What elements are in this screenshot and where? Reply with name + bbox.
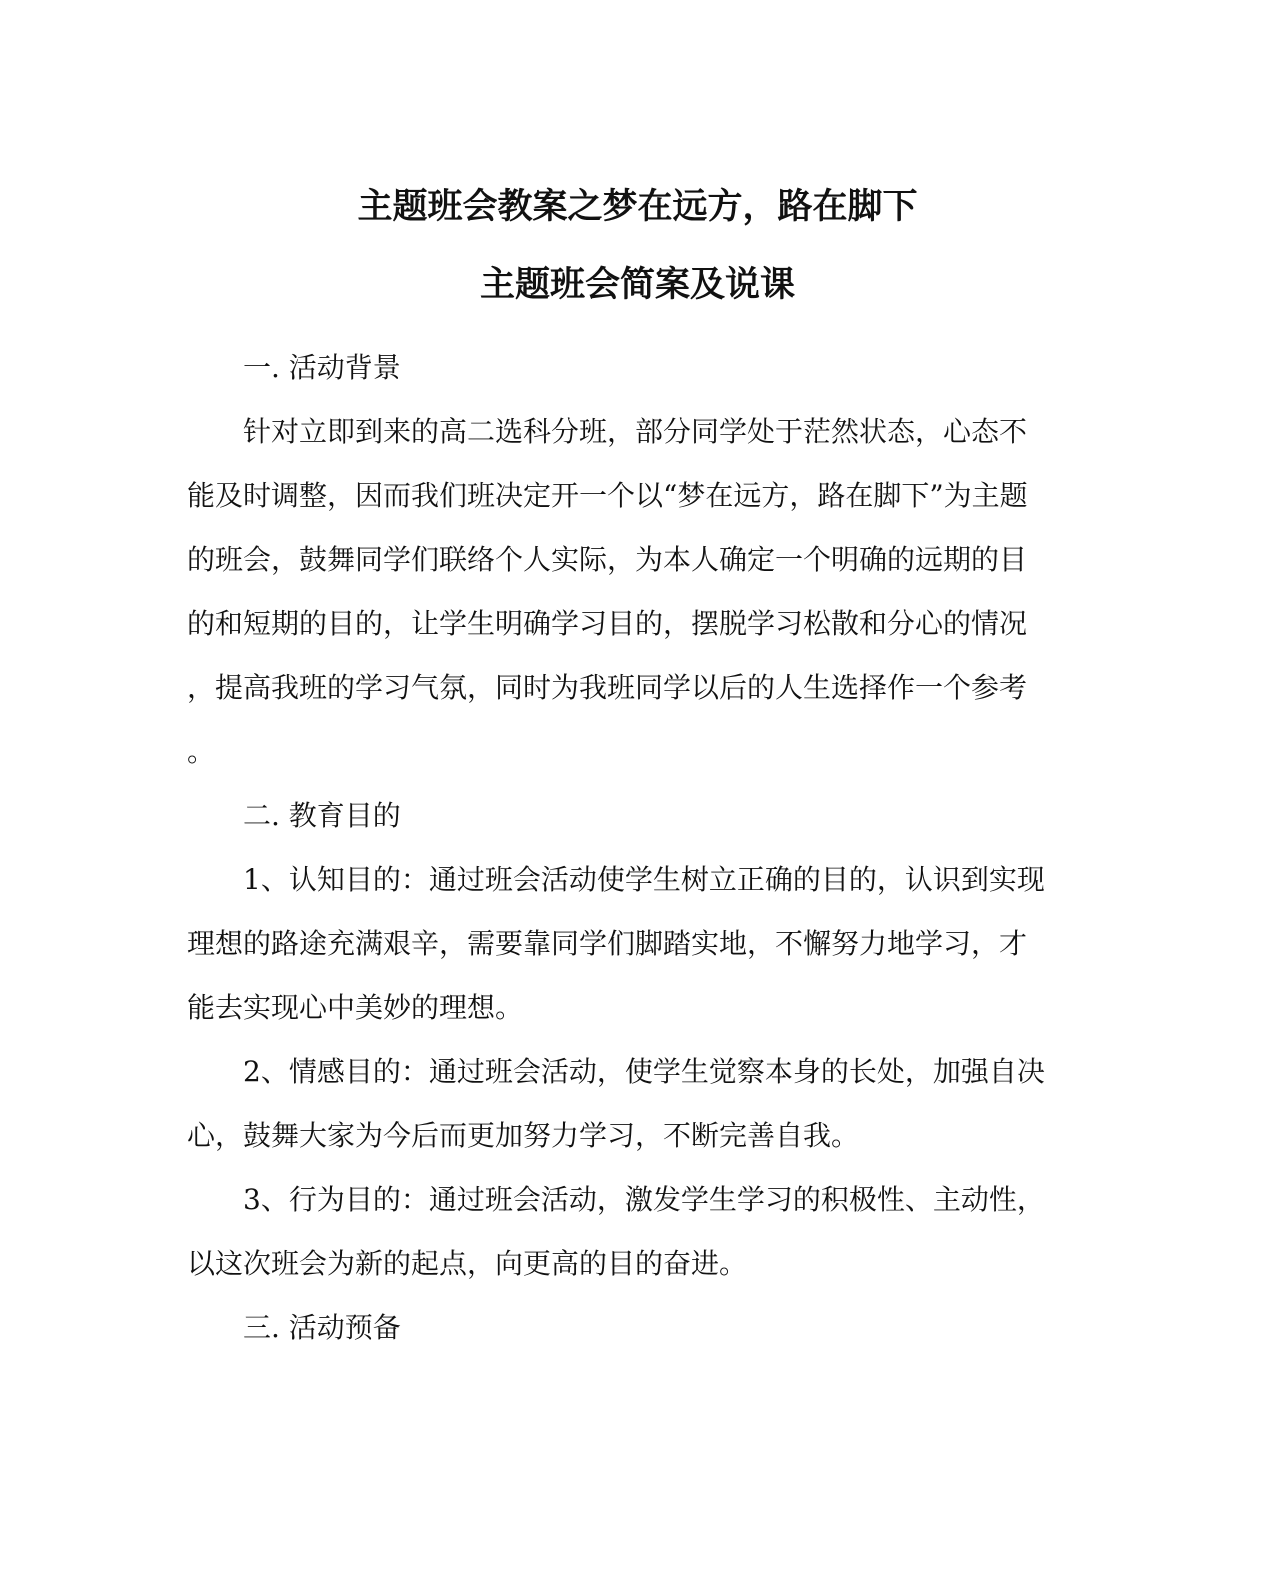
document-body xyxy=(187,336,1067,1360)
text-line: 以这次班会为新的起点，向更高的目的奋进。 xyxy=(187,1247,748,1280)
document-title xyxy=(0,168,1275,324)
text-line: 二. 教育目的 xyxy=(243,799,401,832)
text-line: 针对立即到来的高二选科分班，部分同学处于茫然状态，心态不 xyxy=(243,415,1028,448)
text-line: 能及时调整，因而我们班决定开一个以“梦在远方，路在脚下”为主题 xyxy=(187,479,1028,512)
text-line: 。 xyxy=(187,735,216,768)
title-line-subtitle: 主题班会简案及说课 xyxy=(479,264,795,305)
title-line-main: 主题班会教案之梦在远方，路在脚下 xyxy=(357,186,918,227)
text-line: 2、情感目的：通过班会活动，使学生觉察本身的长处，加强自决 xyxy=(243,1055,1045,1088)
text-line: 3、行为目的：通过班会活动，激发学生学习的积极性、主动性， xyxy=(243,1183,1045,1216)
text-line: 三. 活动预备 xyxy=(243,1311,401,1344)
text-line: ，提高我班的学习气氛，同时为我班同学以后的人生选择作一个参考 xyxy=(187,671,1028,704)
text-line: 理想的路途充满艰辛，需要靠同学们脚踏实地，不懈努力地学习，才 xyxy=(187,927,1028,960)
text-line: 1、认知目的：通过班会活动使学生树立正确的目的，认识到实现 xyxy=(243,863,1045,896)
text-line: 的班会，鼓舞同学们联络个人实际，为本人确定一个明确的远期的目 xyxy=(187,543,1028,576)
text-line: 一. 活动背景 xyxy=(243,351,401,384)
text-line: 能去实现心中美妙的理想。 xyxy=(187,991,524,1024)
text-line: 心，鼓舞大家为今后而更加努力学习，不断完善自我。 xyxy=(187,1119,860,1152)
text-line: 的和短期的目的，让学生明确学习目的，摆脱学习松散和分心的情况 xyxy=(187,607,1028,640)
